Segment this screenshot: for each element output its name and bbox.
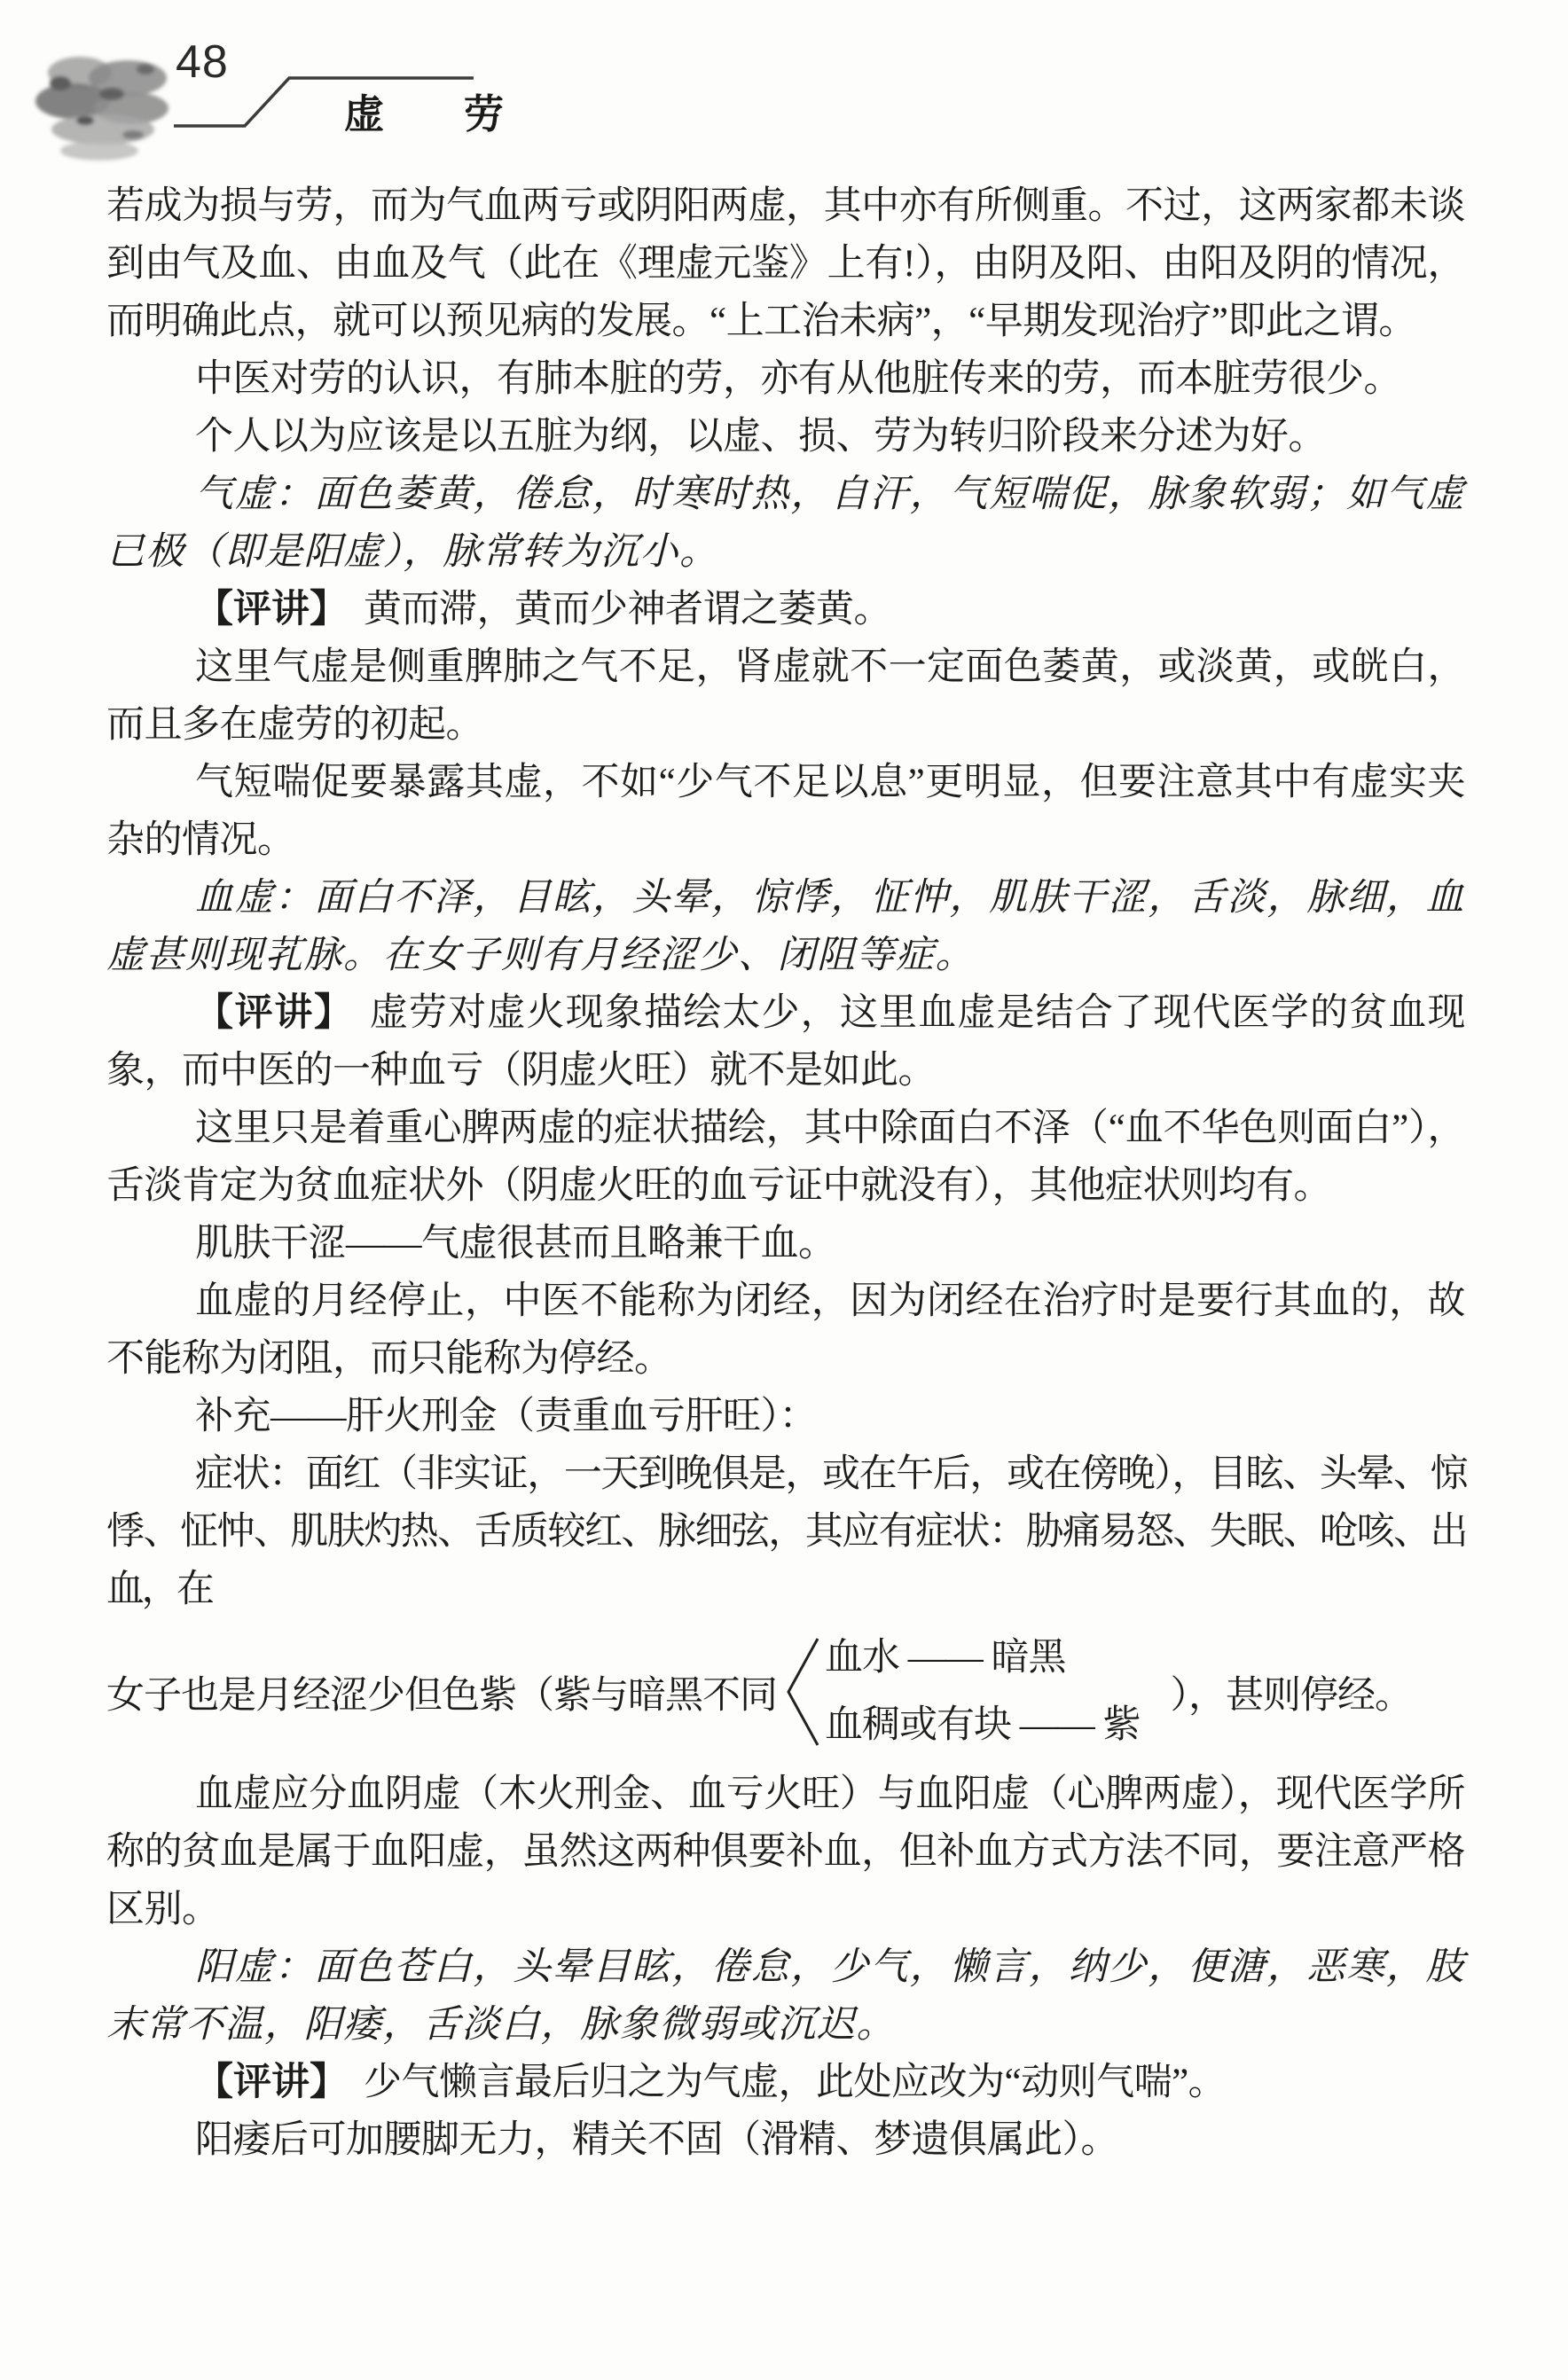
paragraph: [106, 1938, 1465, 2054]
paragraph: [106, 1765, 1465, 1938]
paragraph-text: 气虚：面色萎黄，倦怠，时寒时热，自汗，气短喘促，脉象软弱；如气虚已极（即是阳虚），脉常转为沉小。: [106, 472, 1465, 574]
paragraph: [106, 350, 1465, 408]
paragraph: [106, 638, 1465, 754]
comment-tag: 【评讲】: [195, 2062, 348, 2103]
paragraph: [106, 2111, 1465, 2169]
paragraph: [106, 869, 1465, 984]
page-number: 48: [176, 36, 229, 88]
brace-before-text: 女子也是月经涩少但色紫（紫与暗黑不同: [106, 1674, 777, 1717]
paragraph: [106, 177, 1465, 350]
brace-branch-row: 血水 —— 暗黑: [825, 1637, 1066, 1679]
paragraph: [106, 1388, 1465, 1445]
paragraph: [106, 754, 1465, 869]
angle-bracket-icon: [786, 1635, 819, 1749]
paragraph: [106, 1100, 1465, 1215]
brace-branch-row: 血稠或有块 —— 紫: [825, 1704, 1141, 1746]
paragraph-text: 血虚：面白不泽，目眩，头晕，惊悸，怔忡，肌肤干涩，舌淡，脉细，血虚甚则现芤脉。在女子则有月经涩少、闭阻等症。: [106, 875, 1465, 977]
paragraph-text: 补充——肝火刑金（责重血亏肝旺）：: [195, 1396, 817, 1437]
comment-paragraph: [106, 581, 1465, 638]
paragraph-text: 若成为损与劳，而为气血两亏或阴阳两虚，其中亦有所侧重。不过，这两家都未谈到由气及血、由血及气（此在《理虚元鉴》上有!），由阴及阳、由阳及阴的情况，而明确此点，就可以预见病的发展。“上工治未病”，“早期发现治疗”即此之谓。: [106, 185, 1465, 342]
paragraph-text: 血虚应分血阴虚（木火刑金、血亏火旺）与血阳虚（心脾两虚），现代医学所称的贫血是属于血阳虚，虽然这两种俱要补血，但补血方式方法不同，要注意严格区别。: [106, 1773, 1465, 1930]
paragraph: [106, 1215, 1465, 1272]
paragraph-text: 中医对劳的认识，有肺本脏的劳，亦有从他脏传来的劳，而本脏劳很少。: [195, 358, 1401, 400]
paragraph-text: 阳痿后可加腰脚无力，精关不固（滑精、梦遗俱属此）。: [195, 2119, 1118, 2161]
paragraph-text: 个人以为应该是以五脏为纲，以虚、损、劳为转归阶段来分述为好。: [195, 416, 1326, 458]
brace-after-text: ），甚则停经。: [1170, 1674, 1412, 1717]
paragraph: [106, 466, 1465, 581]
comment-tag: 【评讲】: [195, 992, 354, 1034]
paragraph-text: 这里只是着重心脾两虚的症状描绘，其中除面白不泽（“血不华色则面白”），舌淡肯定为贫血症状外（阴虚火旺的血亏证中就没有），其他症状则均有。: [106, 1108, 1465, 1207]
comment-paragraph: [106, 984, 1465, 1100]
paragraph-text: 肌肤干涩——气虚很甚而且略兼干血。: [195, 1223, 836, 1264]
brace-figure: [106, 1622, 1465, 1762]
paragraph-text: 黄而滞，黄而少神者谓之萎黄。: [364, 589, 891, 630]
header-rule-line: [0, 0, 1568, 168]
comment-paragraph: [106, 2054, 1465, 2111]
paragraph-text: 虚劳对虚火现象描绘太少，这里血虚是结合了现代医学的贫血现象，而中医的一种血亏（阴虚火旺）就不是如此。: [106, 992, 1466, 1092]
paragraph: [106, 1445, 1465, 1618]
paragraph-text: 症状：面红（非实证，一天到晚俱是，或在午后，或在傍晚），目眩、头晕、惊悸、怔忡、肌肤灼热、舌质较红、脉细弦，其应有症状：胁痛易怒、失眠、呛咳、出血，在: [106, 1453, 1465, 1610]
page-body: [106, 168, 1465, 2169]
paragraph-text: 阳虚：面色苍白，头晕目眩，倦怠，少气，懒言，纳少，便溏，恶寒，肢末常不温，阳痿，舌淡白，脉象微弱或沉迟。: [106, 1945, 1465, 2047]
paragraph: [106, 1272, 1465, 1388]
paragraph-text: 少气懒言最后归之为气虚，此处应改为“动则气喘”。: [364, 2062, 1227, 2103]
chapter-title: 虚 劳: [344, 90, 505, 137]
paragraph-text: 这里气虚是侧重脾肺之气不足，肾虚就不一定面色萎黄，或淡黄，或㿠白，而且多在虚劳的初起。: [106, 646, 1465, 746]
paragraph-text: 血虚的月经停止，中医不能称为闭经，因为闭经在治疗时是要行其血的，故不能称为闭阻，而只能称为停经。: [106, 1280, 1465, 1380]
decorative-stamp-icon: [28, 43, 184, 168]
brace-branches: [825, 1629, 1141, 1755]
page-header: [0, 0, 1568, 168]
paragraph: [106, 408, 1465, 466]
paragraph-text: 气短喘促要暴露其虚，不如“少气不足以息”更明显，但要注意其中有虚实夹杂的情况。: [106, 762, 1465, 861]
comment-tag: 【评讲】: [195, 589, 348, 630]
